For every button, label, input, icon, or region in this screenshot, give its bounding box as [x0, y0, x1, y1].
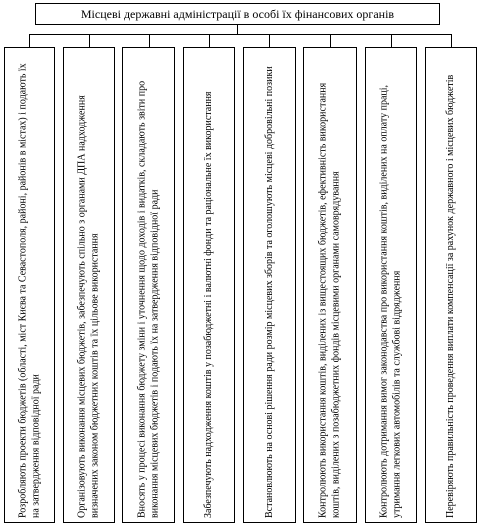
function-text-4: Забезпечують надходження коштів у позабюджетні і валютні фонди та раціональне їх використання — [202, 91, 214, 518]
function-box-2 — [63, 47, 115, 523]
connector-col-5 — [269, 34, 270, 47]
function-box-4 — [183, 47, 235, 523]
function-text-1: Розробляють проекти бюджетів (області, міст Києва та Севастополя, районі, районів в містах) і подають їх на затвердження відповідної ради — [17, 63, 41, 518]
connector-bus — [29, 34, 452, 35]
function-text-6: Контролюють використання коштів, виділених із вищестоящих бюджетів, ефективність використання коштів, виділених з позабюджетних фондів місцевими органами самоврядування — [317, 82, 341, 518]
function-text-8: Перевіряють правильність проведення виплати компенсації за рахунок державного і місцевих бюджетів — [444, 74, 456, 518]
function-text-3: Вносять у процесі виконання бюджету зміни і уточнення щодо доходів і видатків, складають звіти про виконання місцевих бюджетів і подають їх на затвердження відповідної ради — [136, 80, 160, 518]
header-box — [35, 3, 440, 25]
function-text-2: Організовують виконання місцевих бюджетів, забезпечують спільно з органами ДПА надходження визначених законом бюджетних коштів та їх цільове використання — [76, 95, 100, 518]
function-box-5 — [243, 47, 296, 523]
connector-header-stem — [237, 25, 238, 34]
connector-col-6 — [330, 34, 331, 47]
function-box-8 — [425, 47, 477, 523]
connector-col-3 — [149, 34, 150, 47]
function-box-7 — [365, 47, 417, 523]
connector-col-7 — [391, 34, 392, 47]
function-text-7: Контролюють дотримання вимог законодавства про використання коштів, виділених на оплату праці, утримання легкових автомобілів та службові відрядження — [378, 84, 402, 518]
function-box-3 — [122, 47, 175, 523]
function-box-6 — [303, 47, 357, 523]
connector-col-4 — [209, 34, 210, 47]
header-title: Місцеві державні адміністрації в особі їх фінансових органів — [80, 6, 395, 21]
connector-col-1 — [29, 34, 30, 47]
connector-col-8 — [451, 34, 452, 47]
connector-col-2 — [89, 34, 90, 47]
function-text-5: Встановлюють на основі рішення ради розмір місцевих зборів та оголошують місцеві добровільні позики — [263, 66, 275, 518]
function-box-1 — [4, 47, 55, 523]
